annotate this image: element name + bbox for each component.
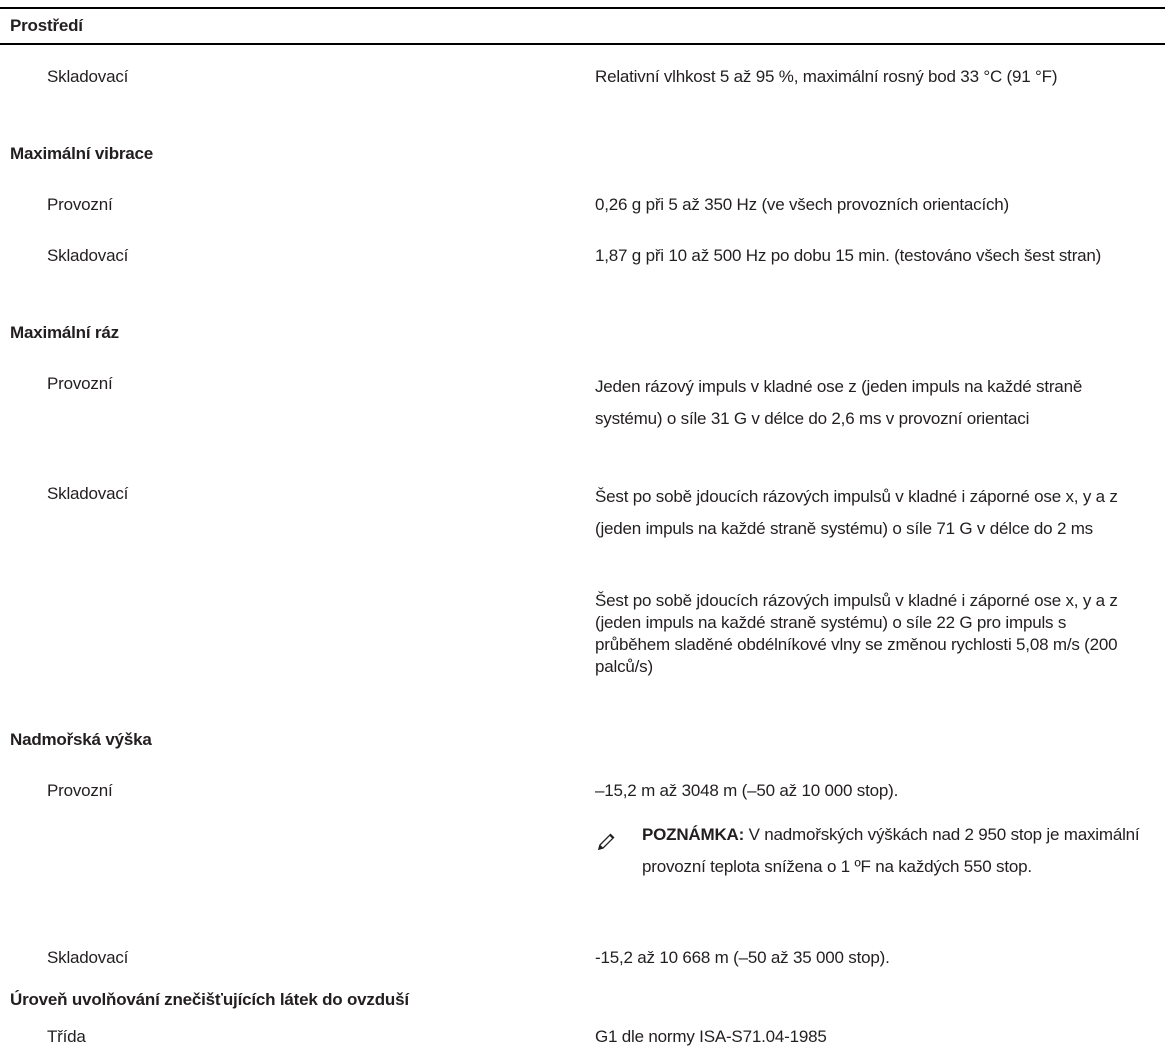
shock-storage-value-2: Šest po sobě jdoucích rázových impulsů v kladné i záporné ose x, y a z (jeden impuls na každé straně systému) o síle 22 G pro impuls s průběhem sladěné obdélníkové vlny se změnou rychlosti 5,08 m/s (200 palců/s) (595, 591, 1118, 676)
pollutants-class-label: Třída (47, 1027, 86, 1046)
environment-spec-table (0, 0, 1165, 45)
vibration-storage-value: 1,87 g při 10 až 500 Hz po dobu 15 min. (testováno všech šest stran) (595, 246, 1102, 265)
shock-operating-value: Jeden rázový impuls v kladné ose z (jeden impuls na každé straně systému) o síle 31 G v délce do 2,6 ms v provozní orientaci (595, 377, 1083, 428)
vibration-operating-label: Provozní (47, 195, 113, 214)
vibration-operating-value: 0,26 g při 5 až 350 Hz (ve všech provozních orientacích) (595, 195, 1010, 214)
pencil-note-icon (595, 831, 617, 853)
section-title-altitude: Nadmořská výška (10, 730, 152, 749)
table-header (0, 7, 1165, 45)
humidity-storage-label: Skladovací (47, 67, 129, 86)
shock-storage-value-1: Šest po sobě jdoucích rázových impulsů v kladné i záporné ose x, y a z (jeden impuls na každé straně systému) o síle 71 G v délce do 2 ms (595, 487, 1118, 538)
note-body: V nadmořských výškách nad 2 950 stop je maximální provozní teplota snížena o 1 ºF na každých 550 stop. (642, 825, 1140, 876)
humidity-storage-value: Relativní vlhkost 5 až 95 %, maximální rosný bod 33 °C (91 °F) (595, 67, 1058, 86)
altitude-operating-label: Provozní (47, 781, 113, 800)
section-title-shock: Maximální ráz (10, 323, 119, 342)
altitude-storage-label: Skladovací (47, 948, 129, 967)
shock-storage-label: Skladovací (47, 484, 129, 503)
altitude-note (595, 819, 1165, 883)
table-header-title: Prostředí (10, 16, 83, 35)
note-text (642, 819, 1162, 883)
section-title-pollutants: Úroveň uvolňování znečišťujících látek do ovzduší (10, 990, 409, 1009)
shock-operating-label: Provozní (47, 374, 113, 393)
vibration-storage-label: Skladovací (47, 246, 129, 265)
note-label: POZNÁMKA: (642, 825, 745, 844)
pollutants-class-value: G1 dle normy ISA-S71.04-1985 (595, 1027, 827, 1046)
section-title-vibration: Maximální vibrace (10, 144, 154, 163)
altitude-operating-value: –15,2 m až 3048 m (–50 až 10 000 stop). (595, 781, 899, 800)
altitude-storage-value: -15,2 až 10 668 m (–50 až 35 000 stop). (595, 948, 890, 967)
